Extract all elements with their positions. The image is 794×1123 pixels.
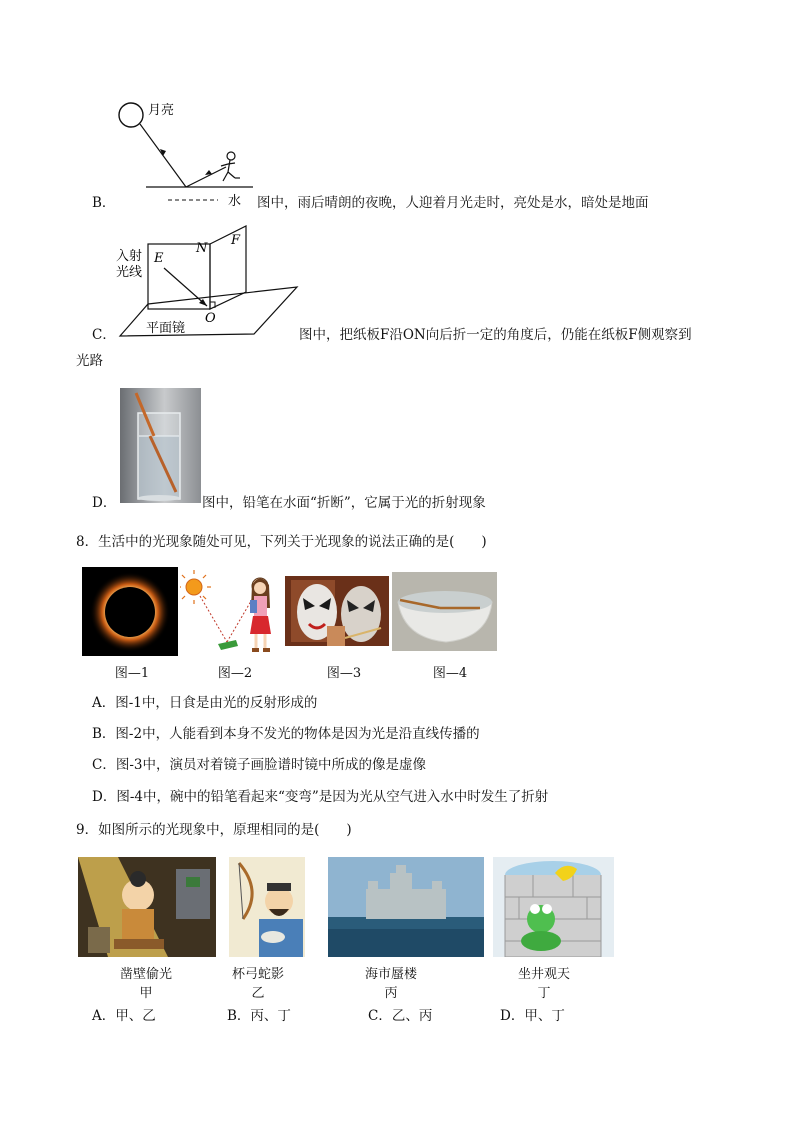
- q7-option-d-text: 图中，铅笔在水面“折断”，它属于光的折射现象: [202, 495, 486, 511]
- borrowing-light-picture: [78, 857, 216, 957]
- mirror-label: 平面镜: [146, 321, 186, 336]
- q9-option-d[interactable]: D．甲、丁: [500, 1008, 565, 1024]
- q8-option-a[interactable]: A．图-1中，日食是由光的反射形成的: [92, 695, 318, 711]
- picture-bing-title: 海市蜃楼: [364, 967, 417, 982]
- moon-label: 月亮: [148, 103, 175, 118]
- mirror-reflection-figure: [112, 222, 302, 340]
- q9-stem: 9．如图所示的光现象中，原理相同的是( ): [76, 822, 352, 838]
- picture-bing-tag: 丙: [384, 986, 398, 1001]
- q7-option-b-letter[interactable]: B．: [92, 195, 116, 211]
- opera-mask-painting-photo: [285, 576, 389, 646]
- girl-reading-figure: [180, 570, 280, 656]
- girl-icon: [250, 578, 271, 652]
- picture-ding-tag: 丁: [537, 986, 551, 1001]
- label-f: F: [231, 233, 241, 248]
- walking-person-icon: [221, 152, 240, 181]
- q7-option-c-letter[interactable]: C．: [92, 327, 116, 343]
- figure-4-caption: 图—4: [432, 666, 468, 681]
- q7-option-d-letter[interactable]: D．: [92, 495, 117, 511]
- q7-option-c-text: 图中，把纸板F沿ON向后折一定的角度后，仍能在纸板F侧观察到: [299, 327, 692, 343]
- label-o: O: [205, 311, 216, 326]
- q9-option-c[interactable]: C．乙、丙: [368, 1008, 433, 1024]
- q8-stem: 8．生活中的光现象随处可见，下列关于光现象的说法正确的是( ): [76, 534, 487, 550]
- moon-circle: [119, 103, 143, 127]
- book-icon: [218, 640, 238, 650]
- q7-option-c-text-cont: 光路: [76, 353, 103, 369]
- picture-jia-tag: 甲: [139, 986, 153, 1001]
- label-n: N: [196, 241, 208, 256]
- q8-option-c[interactable]: C．图-3中，演员对着镜子画脸谱时镜中所成的像是虚像: [92, 757, 426, 773]
- picture-jia-title: 凿壁偷光: [119, 967, 172, 982]
- pencil-in-bowl-photo: [392, 572, 497, 651]
- pencil-in-glass-photo: [120, 388, 201, 503]
- incident-label-2: 光线: [116, 265, 143, 280]
- bow-snake-picture: [229, 857, 305, 957]
- q8-option-d[interactable]: D．图-4中，碗中的铅笔看起来“变弯”是因为光从空气进入水中时发生了折射: [92, 789, 549, 805]
- water-label: 水: [228, 194, 242, 209]
- q8-option-b[interactable]: B．图-2中，人能看到本身不发光的物体是因为光是沿直线传播的: [92, 726, 480, 742]
- figure-2-caption: 图—2: [217, 666, 253, 681]
- mirage-picture: [328, 857, 484, 957]
- q9-option-b[interactable]: B．丙、丁: [227, 1008, 291, 1024]
- frog-in-well-picture: [493, 857, 614, 957]
- picture-ding-title: 坐井观天: [517, 967, 570, 982]
- q9-option-a[interactable]: A．甲、乙: [92, 1008, 156, 1024]
- sun-icon: [186, 579, 202, 595]
- q7-option-b-text: 图中，雨后晴朗的夜晚，人迎着月光走时，亮处是水，暗处是地面: [257, 195, 649, 211]
- solar-eclipse-photo: [82, 567, 178, 656]
- label-e: E: [154, 251, 164, 266]
- figure-3-caption: 图—3: [326, 666, 362, 681]
- picture-yi-tag: 乙: [251, 986, 265, 1001]
- figure-1-caption: 图—1: [114, 666, 150, 681]
- moonlight-figure: [108, 92, 268, 210]
- picture-yi-title: 杯弓蛇影: [231, 967, 284, 982]
- incident-label-1: 入射: [116, 249, 143, 264]
